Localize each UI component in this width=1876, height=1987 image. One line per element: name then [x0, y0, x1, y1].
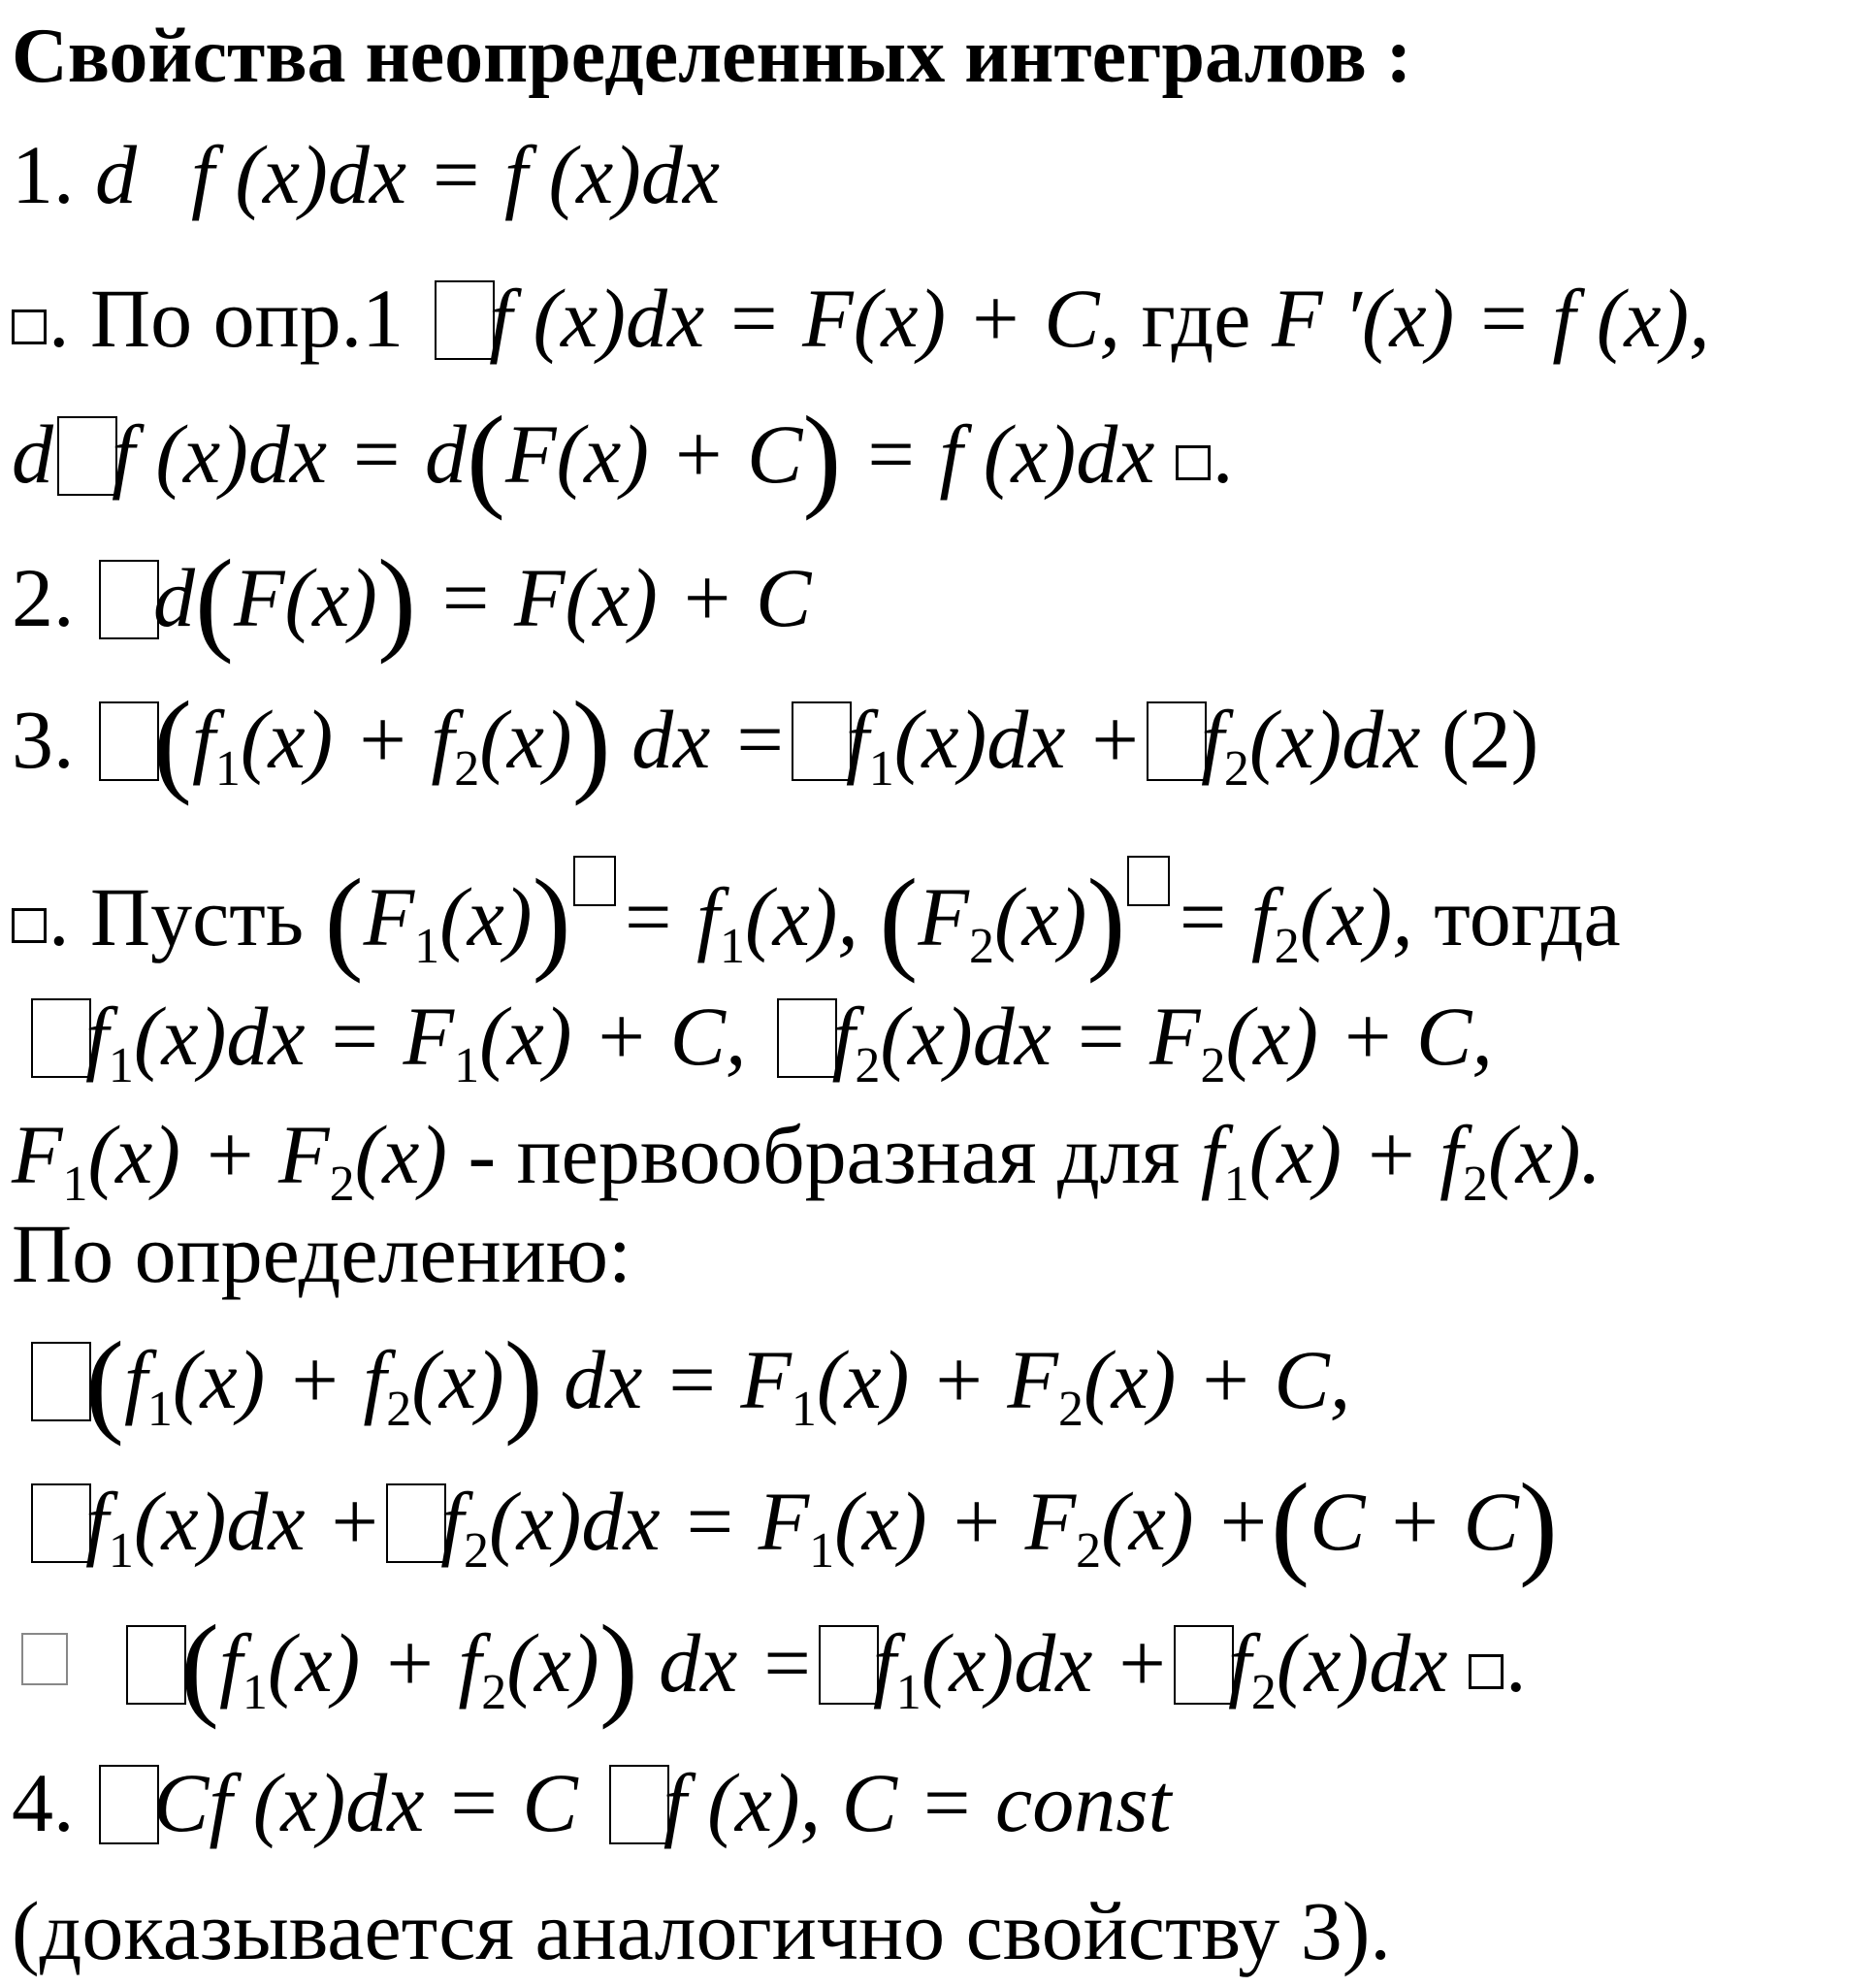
property-number: 3.: [12, 693, 95, 786]
math-expression: (x).: [1488, 1108, 1601, 1201]
proof-3-line-4: [12, 1205, 631, 1302]
subscript: 2: [1223, 741, 1249, 797]
subscript: 2: [1076, 1523, 1102, 1579]
formula-number: (2): [1420, 693, 1539, 786]
math-expression: f (x)dx = d: [112, 407, 468, 501]
integral-sign-box: [99, 701, 159, 781]
math-expression: (x)dx = F: [133, 990, 455, 1083]
math-f: f: [831, 990, 856, 1083]
math-expression: = f: [1174, 870, 1275, 963]
paren-left: (: [153, 677, 192, 806]
integral-sign-box: [99, 1765, 159, 1844]
math-expression: C + C: [1310, 1475, 1519, 1568]
math-f: f: [1200, 693, 1224, 786]
integral-sign-box: [1174, 1625, 1234, 1705]
math-expression: (x) + f: [267, 1616, 482, 1710]
subscript: 1: [791, 1382, 817, 1437]
subscript: 1: [108, 1038, 134, 1093]
subscript: 2: [1274, 919, 1300, 974]
math-expression: (x)dx = F: [488, 1475, 810, 1568]
proof-start-square: [12, 908, 47, 943]
math-F: F: [12, 1108, 63, 1201]
math-expression: (x) + F: [816, 1333, 1058, 1426]
paren-right: ): [532, 855, 571, 984]
math-expression: (x)dx +: [893, 693, 1143, 786]
math-expression: = f: [619, 870, 720, 963]
integral-sign-box: [819, 1625, 879, 1705]
property-number: 4.: [12, 1756, 95, 1849]
property-4: [12, 1754, 1172, 1851]
subscript: 1: [1223, 1156, 1249, 1212]
math-expression: = F(x) + C: [437, 551, 812, 644]
property-3: [12, 677, 1539, 818]
proof-text: . По опр.1: [49, 272, 404, 365]
subscript: 1: [895, 1665, 922, 1720]
paren-left: (: [85, 1318, 124, 1447]
math-f: f: [872, 1616, 896, 1710]
math-expression: F(x) + C: [505, 407, 803, 501]
math-expression: f (x)dx = f (x)dx: [191, 128, 721, 221]
subscript: 2: [1200, 1038, 1226, 1093]
integral-sign-box: [126, 1625, 186, 1705]
integral-sign-box: [31, 1342, 91, 1421]
subscript: 2: [481, 1665, 507, 1720]
math-expression: (x) + f: [240, 693, 455, 786]
proof-end-dot: .: [1212, 407, 1234, 501]
paren-left: (: [879, 855, 919, 984]
proof-3-line-5: [27, 1318, 1351, 1458]
math-expression: (x) +: [1101, 1475, 1272, 1568]
integral-sign-box: [777, 998, 837, 1078]
math-expression: (x)dx: [1276, 1616, 1448, 1710]
math-expression: (x)dx: [1248, 693, 1421, 786]
math-expression: (x) + f: [172, 1333, 387, 1426]
proof-3-line-2: [27, 988, 1493, 1115]
math-expression: (x)dx +: [133, 1475, 383, 1568]
subscript: 2: [329, 1156, 355, 1212]
math-expression: (x): [411, 1333, 504, 1426]
subscript: 1: [414, 919, 440, 974]
proof-text: По определению:: [12, 1207, 631, 1300]
math-expression: Cf (x)dx = C: [153, 1756, 578, 1849]
proof-3-line-6: [27, 1459, 1558, 1600]
math-expression: (x): [354, 1108, 448, 1201]
math-expression: (x): [439, 870, 533, 963]
math-expression: F ′(x) = f (x),: [1271, 272, 1710, 365]
subscript: 1: [454, 1038, 480, 1093]
math-d: d: [153, 551, 195, 644]
proof-start-square: [12, 309, 47, 344]
subscript: 2: [1463, 1156, 1489, 1212]
subscript: 2: [463, 1523, 489, 1579]
implies-box: [21, 1633, 68, 1685]
math-expression: f (x)dx = F(x) + C,: [489, 272, 1121, 365]
note-text: (доказывается аналогично свойству 3).: [12, 1884, 1391, 1977]
subscript: 2: [386, 1382, 412, 1437]
math-expression: (x)dx +: [921, 1616, 1170, 1710]
subscript: 1: [809, 1523, 835, 1579]
prime-box: [573, 856, 616, 906]
paren-left: (: [467, 392, 506, 521]
paren-right: ): [503, 1318, 543, 1447]
math-expression: (x)dx = F: [880, 990, 1201, 1083]
proof-text: . Пусть: [49, 870, 305, 963]
proof-line-2: [12, 392, 1234, 521]
proof-text: тогда: [1412, 870, 1621, 963]
prime-box: [1127, 856, 1170, 906]
math-f: f: [123, 1333, 147, 1426]
proof-where: где: [1120, 272, 1272, 365]
paren-right: ): [1086, 855, 1126, 984]
property-1: [12, 126, 720, 223]
math-expression: (x): [479, 693, 572, 786]
math-expression: dx =: [631, 693, 788, 786]
math-expression: (x) + F: [834, 1475, 1077, 1568]
math-f: f: [191, 693, 215, 786]
paren-right: ): [571, 677, 611, 806]
math-expression: (x): [506, 1616, 599, 1710]
math-expression: (x) + C,: [479, 990, 747, 1083]
integral-sign-box: [99, 560, 159, 639]
math-expression: F(x): [233, 551, 377, 644]
property-number: 1.: [12, 128, 95, 221]
property-2: [12, 536, 812, 665]
proof-text: - первообразная для: [447, 1108, 1201, 1201]
math-expression: (x) + F: [87, 1108, 330, 1201]
math-f: f: [1200, 1108, 1224, 1201]
subscript: 1: [214, 741, 241, 797]
subscript: 2: [454, 741, 480, 797]
math-f: f: [85, 990, 109, 1083]
math-expression: (x) + C,: [1225, 990, 1493, 1083]
math-expression: = f (x)dx: [861, 407, 1155, 501]
proof-end-dot: .: [1504, 1616, 1527, 1710]
math-d: d: [12, 407, 53, 501]
math-d: d: [95, 128, 137, 221]
math-expression: (x),: [1299, 870, 1413, 963]
paren-right: ): [1518, 1459, 1558, 1588]
subscript: 1: [146, 1382, 173, 1437]
subscript: 2: [1057, 1382, 1084, 1437]
subscript: 1: [868, 741, 894, 797]
math-expression: f (x), C = const: [663, 1756, 1172, 1849]
paren-right: ): [376, 536, 416, 665]
property-number: 2.: [12, 551, 95, 644]
math-expression: dx = F: [564, 1333, 792, 1426]
math-F: F: [363, 870, 415, 963]
subscript: 1: [242, 1665, 268, 1720]
math-f: f: [218, 1616, 243, 1710]
subscript: 1: [108, 1523, 134, 1579]
integral-sign-box: [792, 701, 852, 781]
math-f: f: [845, 693, 869, 786]
subscript: 1: [62, 1156, 88, 1212]
math-f: f: [85, 1475, 109, 1568]
property-4-note: [12, 1882, 1391, 1979]
subscript: 1: [719, 919, 745, 974]
math-expression: (x) + C,: [1083, 1333, 1351, 1426]
integral-sign-box: [1147, 701, 1207, 781]
math-expression: (x): [993, 870, 1087, 963]
math-expression: dx =: [659, 1616, 815, 1710]
math-expression: (x),: [744, 870, 858, 963]
paren-left: (: [1271, 1459, 1310, 1588]
paren-left: (: [324, 855, 364, 984]
math-F: F: [918, 870, 969, 963]
subscript: 2: [855, 1038, 881, 1093]
math-expression: (x) + f: [1248, 1108, 1464, 1201]
math-f: f: [1227, 1616, 1251, 1710]
integral-sign-box: [31, 998, 91, 1078]
subscript: 2: [1250, 1665, 1277, 1720]
integral-sign-box: [435, 280, 495, 360]
paren-right: ): [802, 392, 842, 521]
paren-left: (: [195, 536, 234, 665]
proof-line-1: [12, 270, 1710, 367]
proof-end-square: [1176, 445, 1211, 480]
proof-3-line-1: [12, 856, 1621, 995]
proof-end-square: [1469, 1654, 1504, 1689]
math-f: f: [440, 1475, 464, 1568]
paren-left: (: [180, 1601, 219, 1730]
paren-right: ): [598, 1601, 638, 1730]
subscript: 2: [968, 919, 994, 974]
integral-sign-box: [386, 1483, 446, 1563]
integral-sign-box: [57, 416, 117, 496]
integral-sign-box: [31, 1483, 91, 1563]
integral-sign-box: [609, 1765, 669, 1844]
page-title: Свойства неопределенных интегралов :: [12, 14, 1412, 99]
proof-3-line-7: [21, 1601, 1527, 1742]
